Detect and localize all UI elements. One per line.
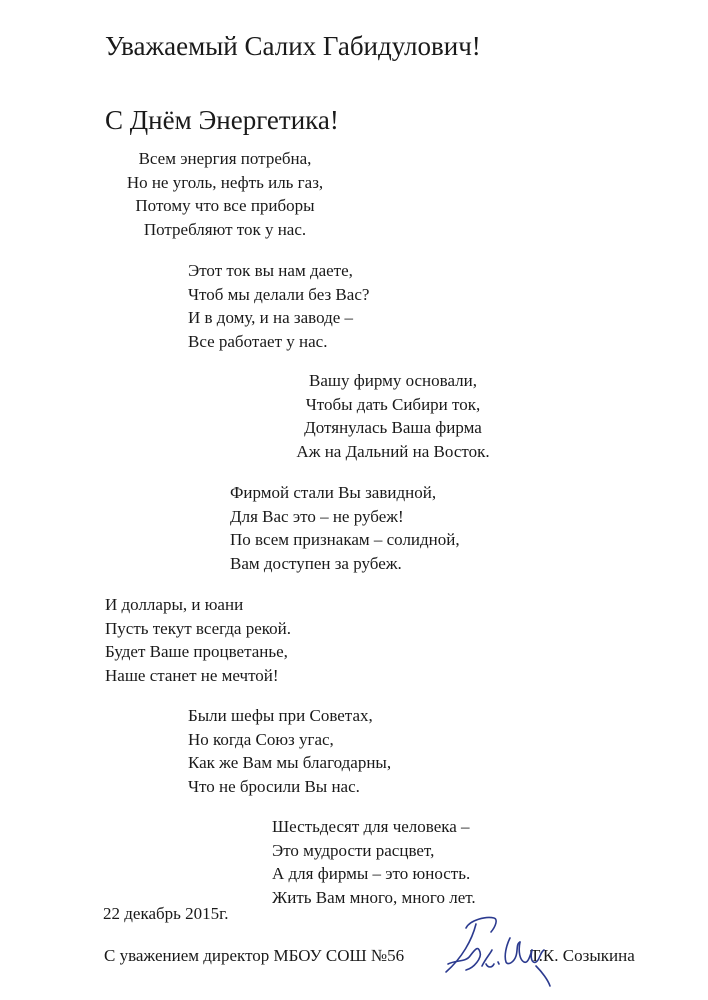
- poem-line: Этот ток вы нам даете,: [188, 261, 353, 280]
- poem-line: Потому что все приборы: [135, 196, 315, 215]
- poem-stanza-3: [282, 369, 504, 463]
- signature-name: Т.К. Созыкина: [530, 946, 635, 965]
- poem-line: Вам доступен за рубеж.: [230, 553, 402, 573]
- poem-stanza-4: [230, 481, 460, 575]
- poem-line: Шестьдесят для человека –: [272, 817, 470, 836]
- poem-stanza-1: [110, 147, 340, 241]
- poem-line: Фирмой стали Вы завидной,: [230, 483, 437, 502]
- poem-line: Дотянулась Ваша фирма: [304, 418, 482, 437]
- poem-line: Будет Ваше процветанье,: [105, 642, 288, 661]
- greeting-heading: Уважаемый Салих Габидулович!: [105, 31, 481, 61]
- poem-line: Но не уголь, нефть иль газ,: [126, 172, 324, 192]
- poem-line: Что не бросили Вы нас.: [188, 776, 360, 796]
- poem-stanza-2: [188, 259, 369, 353]
- poem-stanza-5: [105, 593, 291, 687]
- poem-line: И в дому, и на заводе –: [188, 308, 354, 327]
- poem-line: Потребляют ток у нас.: [143, 219, 307, 239]
- holiday-heading: С Днём Энергетика!: [105, 105, 339, 135]
- poem-line: Наше станет не мечтой!: [105, 665, 279, 685]
- poem-line: Это мудрости расцвет,: [272, 840, 435, 860]
- poem-line: Чтоб мы делали без Вас?: [188, 284, 370, 304]
- poem-line: По всем признакам – солидной,: [230, 530, 460, 549]
- poem-line: А для фирмы – это юность.: [272, 864, 471, 883]
- poem-line: Всем энергия потребна,: [138, 149, 312, 168]
- poem-line: Но когда Союз угас,: [188, 729, 334, 749]
- poem-line: Как же Вам мы благодарны,: [188, 753, 392, 772]
- poem-line: И доллары, и юани: [105, 595, 244, 614]
- handwritten-signature-icon: [436, 906, 556, 992]
- poem-line: Все работает у нас.: [188, 331, 328, 351]
- poem-stanza-6: [188, 704, 391, 798]
- poem-line: Для Вас это – не рубеж!: [230, 506, 404, 526]
- signature-position: С уважением директор МБОУ СОШ №56: [104, 946, 405, 965]
- signature-line: [104, 944, 664, 968]
- poem-line: Вашу фирму основали,: [309, 371, 477, 390]
- letter-date: 22 декабрь 2015г.: [103, 904, 229, 923]
- poem-line: Аж на Дальний на Восток.: [296, 441, 490, 461]
- poem-line: Чтобы дать Сибири ток,: [305, 394, 481, 414]
- poem-line: Были шефы при Советах,: [188, 706, 373, 725]
- poem-line: Жить Вам много, много лет.: [272, 887, 476, 907]
- poem-stanza-7: [272, 815, 476, 909]
- poem-line: Пусть текут всегда рекой.: [105, 618, 292, 638]
